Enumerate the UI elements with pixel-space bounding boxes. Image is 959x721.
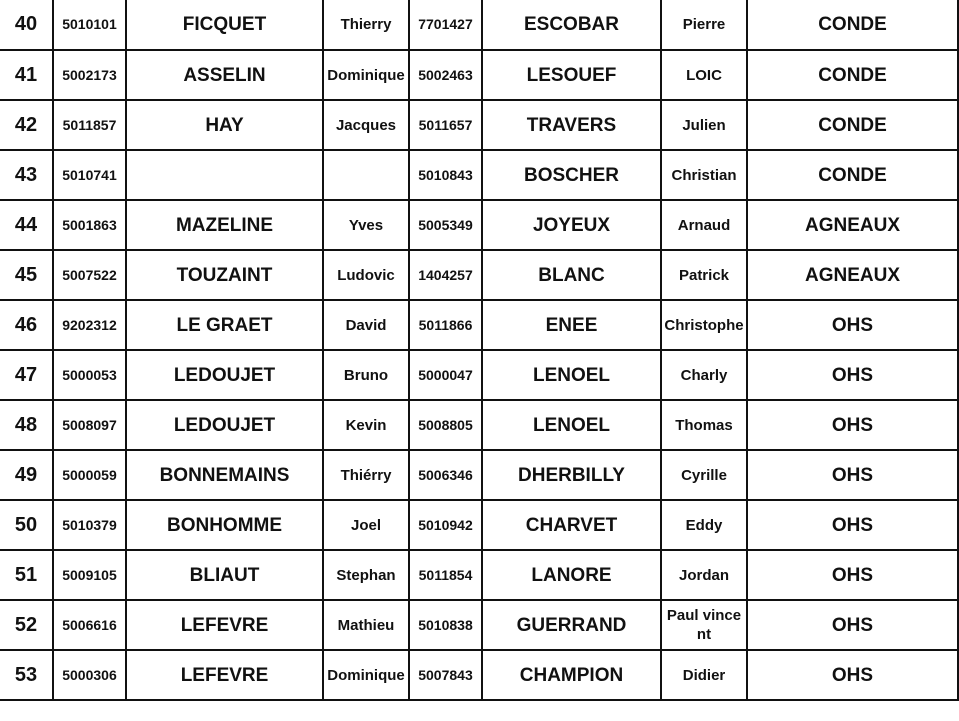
player1-last-name: LEDOUJET	[126, 350, 323, 400]
club-name: OHS	[747, 600, 958, 650]
player2-license-id: 5007843	[409, 650, 482, 700]
player2-first-name: Patrick	[661, 250, 747, 300]
row-number: 49	[0, 450, 53, 500]
player1-first-name	[323, 150, 409, 200]
player2-license-id: 1404257	[409, 250, 482, 300]
player1-license-id: 5007522	[53, 250, 126, 300]
player1-license-id: 5010101	[53, 0, 126, 50]
player2-first-name: Eddy	[661, 500, 747, 550]
player1-license-id: 9202312	[53, 300, 126, 350]
row-number: 53	[0, 650, 53, 700]
club-name: AGNEAUX	[747, 250, 958, 300]
table-row	[0, 400, 958, 450]
player2-last-name: LANORE	[482, 550, 661, 600]
player2-license-id: 5006346	[409, 450, 482, 500]
player2-first-name: Christophe	[661, 300, 747, 350]
player1-license-id: 5008097	[53, 400, 126, 450]
player2-license-id: 7701427	[409, 0, 482, 50]
player2-last-name: ESCOBAR	[482, 0, 661, 50]
player1-first-name: Dominique	[323, 650, 409, 700]
player1-first-name: Stephan	[323, 550, 409, 600]
club-name: CONDE	[747, 100, 958, 150]
player1-license-id: 5006616	[53, 600, 126, 650]
table-row	[0, 100, 958, 150]
player1-last-name: LEFEVRE	[126, 650, 323, 700]
row-number: 51	[0, 550, 53, 600]
player1-first-name: Kevin	[323, 400, 409, 450]
player2-first-name: Pierre	[661, 0, 747, 50]
row-number: 44	[0, 200, 53, 250]
club-name: OHS	[747, 350, 958, 400]
player1-first-name: Thierry	[323, 0, 409, 50]
row-number: 43	[0, 150, 53, 200]
player2-first-name: Charly	[661, 350, 747, 400]
player1-license-id: 5000053	[53, 350, 126, 400]
player2-license-id: 5005349	[409, 200, 482, 250]
table-row	[0, 300, 958, 350]
club-name: OHS	[747, 500, 958, 550]
player2-license-id: 5010942	[409, 500, 482, 550]
table-row	[0, 450, 958, 500]
table-row	[0, 650, 958, 700]
player1-last-name: MAZELINE	[126, 200, 323, 250]
player1-first-name: David	[323, 300, 409, 350]
player2-first-name: Didier	[661, 650, 747, 700]
row-number: 46	[0, 300, 53, 350]
player2-last-name: LENOEL	[482, 350, 661, 400]
player2-last-name: BLANC	[482, 250, 661, 300]
player1-first-name: Jacques	[323, 100, 409, 150]
player2-last-name: LENOEL	[482, 400, 661, 450]
row-number: 45	[0, 250, 53, 300]
player2-license-id: 5011657	[409, 100, 482, 150]
club-name: OHS	[747, 300, 958, 350]
player1-last-name	[126, 150, 323, 200]
club-name: CONDE	[747, 50, 958, 100]
player1-last-name: LE GRAET	[126, 300, 323, 350]
player1-last-name: FICQUET	[126, 0, 323, 50]
player2-last-name: TRAVERS	[482, 100, 661, 150]
table-row	[0, 550, 958, 600]
club-name: OHS	[747, 550, 958, 600]
club-name: OHS	[747, 400, 958, 450]
player2-first-name: Arnaud	[661, 200, 747, 250]
player2-last-name: GUERRAND	[482, 600, 661, 650]
player2-last-name: CHARVET	[482, 500, 661, 550]
player1-first-name: Mathieu	[323, 600, 409, 650]
club-name: OHS	[747, 650, 958, 700]
player2-license-id: 5008805	[409, 400, 482, 450]
club-name: OHS	[747, 450, 958, 500]
player1-last-name: ASSELIN	[126, 50, 323, 100]
table-row	[0, 500, 958, 550]
player1-license-id: 5010741	[53, 150, 126, 200]
player1-last-name: BLIAUT	[126, 550, 323, 600]
player1-last-name: BONHOMME	[126, 500, 323, 550]
club-name: CONDE	[747, 150, 958, 200]
player1-last-name: BONNEMAINS	[126, 450, 323, 500]
player1-first-name: Thiérry	[323, 450, 409, 500]
player2-last-name: LESOUEF	[482, 50, 661, 100]
row-number: 50	[0, 500, 53, 550]
player1-first-name: Yves	[323, 200, 409, 250]
club-name: AGNEAUX	[747, 200, 958, 250]
player2-last-name: ENEE	[482, 300, 661, 350]
player1-last-name: HAY	[126, 100, 323, 150]
table-row	[0, 200, 958, 250]
player2-last-name: BOSCHER	[482, 150, 661, 200]
player1-license-id: 5002173	[53, 50, 126, 100]
player1-last-name: TOUZAINT	[126, 250, 323, 300]
player2-last-name: CHAMPION	[482, 650, 661, 700]
row-number: 41	[0, 50, 53, 100]
player1-first-name: Dominique	[323, 50, 409, 100]
table-row	[0, 150, 958, 200]
player2-license-id: 5010838	[409, 600, 482, 650]
table-row	[0, 250, 958, 300]
row-number: 48	[0, 400, 53, 450]
player1-last-name: LEDOUJET	[126, 400, 323, 450]
row-number: 47	[0, 350, 53, 400]
player1-first-name: Ludovic	[323, 250, 409, 300]
player1-license-id: 5009105	[53, 550, 126, 600]
table-row	[0, 50, 958, 100]
player1-license-id: 5000306	[53, 650, 126, 700]
table-row	[0, 600, 958, 650]
player2-license-id: 5010843	[409, 150, 482, 200]
player2-first-name: Thomas	[661, 400, 747, 450]
player1-license-id: 5010379	[53, 500, 126, 550]
player1-last-name: LEFEVRE	[126, 600, 323, 650]
table-row	[0, 0, 958, 50]
player2-license-id: 5011866	[409, 300, 482, 350]
row-number: 42	[0, 100, 53, 150]
row-number: 52	[0, 600, 53, 650]
player2-first-name: Christian	[661, 150, 747, 200]
player1-first-name: Bruno	[323, 350, 409, 400]
table-row	[0, 350, 958, 400]
player2-license-id: 5011854	[409, 550, 482, 600]
player2-last-name: DHERBILLY	[482, 450, 661, 500]
player2-first-name: LOIC	[661, 50, 747, 100]
player1-license-id: 5011857	[53, 100, 126, 150]
player2-first-name: Julien	[661, 100, 747, 150]
player2-license-id: 5002463	[409, 50, 482, 100]
row-number: 40	[0, 0, 53, 50]
player2-license-id: 5000047	[409, 350, 482, 400]
player2-first-name: Jordan	[661, 550, 747, 600]
club-name: CONDE	[747, 0, 958, 50]
player2-last-name: JOYEUX	[482, 200, 661, 250]
player2-first-name: Cyrille	[661, 450, 747, 500]
player1-license-id: 5001863	[53, 200, 126, 250]
player1-license-id: 5000059	[53, 450, 126, 500]
player1-first-name: Joel	[323, 500, 409, 550]
player2-first-name: Paul vincent	[661, 600, 747, 650]
